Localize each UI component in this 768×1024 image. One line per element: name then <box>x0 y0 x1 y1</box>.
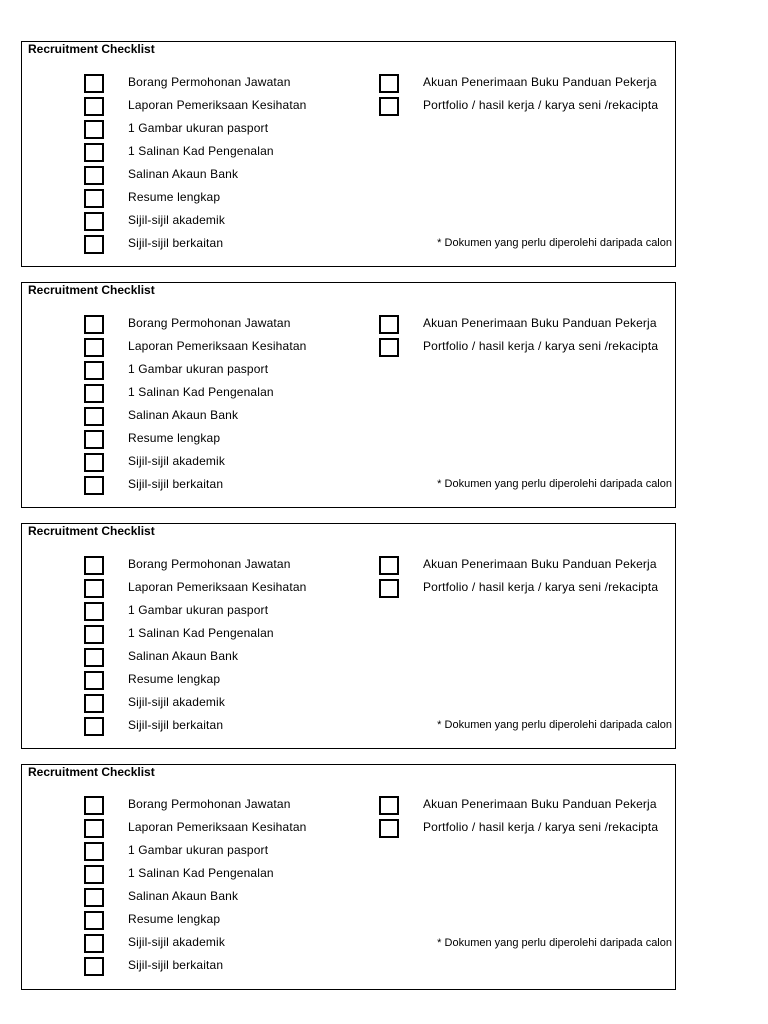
checklist-item[interactable] <box>84 556 384 576</box>
checklist-item[interactable] <box>84 476 384 496</box>
item-checkbox[interactable] <box>84 384 104 403</box>
item-label: Sijil-sijil berkaitan <box>128 718 224 732</box>
footnote: * Dokumen yang perlu diperolehi daripada calon <box>437 478 672 490</box>
checklist-item[interactable] <box>379 819 679 839</box>
checklist-card <box>21 764 676 990</box>
item-checkbox[interactable] <box>84 189 104 208</box>
checklist-item[interactable] <box>84 384 384 404</box>
footnote: * Dokumen yang perlu diperolehi daripada calon <box>437 937 672 949</box>
checklist-item[interactable] <box>84 579 384 599</box>
card-title: Recruitment Checklist <box>28 524 155 538</box>
item-label: 1 Gambar ukuran pasport <box>128 121 269 135</box>
item-checkbox[interactable] <box>84 865 104 884</box>
item-label: Sijil-sijil berkaitan <box>128 236 224 250</box>
item-label: Akuan Penerimaan Buku Panduan Pekerja <box>423 75 657 89</box>
footnote: * Dokumen yang perlu diperolehi daripada calon <box>437 719 672 731</box>
card-title: Recruitment Checklist <box>28 765 155 779</box>
item-label: Akuan Penerimaan Buku Panduan Pekerja <box>423 316 657 330</box>
checklist-card <box>21 523 676 749</box>
card-title: Recruitment Checklist <box>28 42 155 56</box>
item-checkbox[interactable] <box>379 556 399 575</box>
item-checkbox[interactable] <box>84 476 104 495</box>
item-checkbox[interactable] <box>379 819 399 838</box>
item-checkbox[interactable] <box>379 74 399 93</box>
item-label: Portfolio / hasil kerja / karya seni /rekacipta <box>423 98 659 112</box>
item-label: Salinan Akaun Bank <box>128 167 239 181</box>
item-checkbox[interactable] <box>84 648 104 667</box>
item-label: 1 Salinan Kad Pengenalan <box>128 144 274 158</box>
item-checkbox[interactable] <box>379 315 399 334</box>
checklist-item[interactable] <box>84 888 384 908</box>
item-label: Akuan Penerimaan Buku Panduan Pekerja <box>423 557 657 571</box>
item-checkbox[interactable] <box>84 694 104 713</box>
item-label: Portfolio / hasil kerja / karya seni /rekacipta <box>423 339 659 353</box>
item-checkbox[interactable] <box>84 74 104 93</box>
checklist-item[interactable] <box>84 453 384 473</box>
item-checkbox[interactable] <box>84 888 104 907</box>
item-checkbox[interactable] <box>84 338 104 357</box>
item-checkbox[interactable] <box>84 819 104 838</box>
item-checkbox[interactable] <box>84 361 104 380</box>
checklist-item[interactable] <box>84 430 384 450</box>
footnote: * Dokumen yang perlu diperolehi daripada calon <box>437 237 672 249</box>
checklist-item[interactable] <box>84 143 384 163</box>
item-checkbox[interactable] <box>84 957 104 976</box>
item-checkbox[interactable] <box>84 671 104 690</box>
item-label: Sijil-sijil berkaitan <box>128 958 224 972</box>
checklist-item[interactable] <box>379 74 679 94</box>
checklist-item[interactable] <box>84 694 384 714</box>
item-checkbox[interactable] <box>379 97 399 116</box>
item-checkbox[interactable] <box>84 579 104 598</box>
checklist-item[interactable] <box>84 212 384 232</box>
checklist-item[interactable] <box>84 361 384 381</box>
checklist-card <box>21 282 676 508</box>
item-label: Laporan Pemeriksaan Kesihatan <box>128 820 307 834</box>
checklist-item[interactable] <box>84 842 384 862</box>
checklist-item[interactable] <box>84 407 384 427</box>
item-label: Borang Permohonan Jawatan <box>128 797 291 811</box>
item-label: Laporan Pemeriksaan Kesihatan <box>128 98 307 112</box>
item-checkbox[interactable] <box>84 796 104 815</box>
checklist-item[interactable] <box>379 796 679 816</box>
checklist-item[interactable] <box>84 648 384 668</box>
item-checkbox[interactable] <box>84 315 104 334</box>
checklist-item[interactable] <box>84 338 384 358</box>
checklist-item[interactable] <box>84 934 384 954</box>
item-checkbox[interactable] <box>84 934 104 953</box>
item-label: Salinan Akaun Bank <box>128 649 239 663</box>
checklist-item[interactable] <box>84 865 384 885</box>
item-checkbox[interactable] <box>84 407 104 426</box>
item-label: 1 Salinan Kad Pengenalan <box>128 626 274 640</box>
item-label: Salinan Akaun Bank <box>128 408 239 422</box>
checklist-item[interactable] <box>84 602 384 622</box>
item-label: Borang Permohonan Jawatan <box>128 316 291 330</box>
checklist-card <box>21 41 676 267</box>
item-label: Resume lengkap <box>128 672 221 686</box>
item-checkbox[interactable] <box>379 796 399 815</box>
checklist-item[interactable] <box>379 556 679 576</box>
checklist-item[interactable] <box>84 189 384 209</box>
item-checkbox[interactable] <box>84 430 104 449</box>
item-checkbox[interactable] <box>84 602 104 621</box>
item-label: Borang Permohonan Jawatan <box>128 75 291 89</box>
item-label: 1 Gambar ukuran pasport <box>128 362 269 376</box>
checklist-item[interactable] <box>84 819 384 839</box>
item-label: 1 Gambar ukuran pasport <box>128 603 269 617</box>
item-label: 1 Salinan Kad Pengenalan <box>128 866 274 880</box>
item-label: Laporan Pemeriksaan Kesihatan <box>128 339 307 353</box>
item-label: Borang Permohonan Jawatan <box>128 557 291 571</box>
item-label: Sijil-sijil berkaitan <box>128 477 224 491</box>
checklist-item[interactable] <box>84 625 384 645</box>
card-title: Recruitment Checklist <box>28 283 155 297</box>
item-checkbox[interactable] <box>84 143 104 162</box>
checklist-item[interactable] <box>84 957 384 977</box>
item-checkbox[interactable] <box>84 911 104 930</box>
item-label: 1 Salinan Kad Pengenalan <box>128 385 274 399</box>
item-checkbox[interactable] <box>84 453 104 472</box>
item-checkbox[interactable] <box>84 166 104 185</box>
item-checkbox[interactable] <box>84 556 104 575</box>
checklist-item[interactable] <box>84 911 384 931</box>
checklist-item[interactable] <box>84 74 384 94</box>
item-label: Portfolio / hasil kerja / karya seni /rekacipta <box>423 580 659 594</box>
item-checkbox[interactable] <box>84 212 104 231</box>
checklist-item[interactable] <box>84 796 384 816</box>
item-label: Resume lengkap <box>128 431 221 445</box>
item-checkbox[interactable] <box>84 717 104 736</box>
item-checkbox[interactable] <box>379 338 399 357</box>
item-checkbox[interactable] <box>84 842 104 861</box>
item-checkbox[interactable] <box>379 579 399 598</box>
checklist-item[interactable] <box>84 315 384 335</box>
item-label: 1 Gambar ukuran pasport <box>128 843 269 857</box>
checklist-item[interactable] <box>379 97 679 117</box>
checklist-item[interactable] <box>379 338 679 358</box>
item-label: Portfolio / hasil kerja / karya seni /rekacipta <box>423 820 659 834</box>
checklist-item[interactable] <box>84 717 384 737</box>
item-label: Resume lengkap <box>128 912 221 926</box>
item-checkbox[interactable] <box>84 97 104 116</box>
checklist-item[interactable] <box>84 97 384 117</box>
checklist-item[interactable] <box>379 315 679 335</box>
item-label: Sijil-sijil akademik <box>128 213 226 227</box>
checklist-item[interactable] <box>379 579 679 599</box>
item-label: Resume lengkap <box>128 190 221 204</box>
item-label: Sijil-sijil akademik <box>128 695 226 709</box>
item-label: Sijil-sijil akademik <box>128 935 226 949</box>
item-checkbox[interactable] <box>84 120 104 139</box>
checklist-item[interactable] <box>84 120 384 140</box>
item-label: Sijil-sijil akademik <box>128 454 226 468</box>
checklist-item[interactable] <box>84 235 384 255</box>
checklist-item[interactable] <box>84 166 384 186</box>
item-checkbox[interactable] <box>84 625 104 644</box>
item-label: Laporan Pemeriksaan Kesihatan <box>128 580 307 594</box>
item-label: Akuan Penerimaan Buku Panduan Pekerja <box>423 797 657 811</box>
item-label: Salinan Akaun Bank <box>128 889 239 903</box>
checklist-item[interactable] <box>84 671 384 691</box>
item-checkbox[interactable] <box>84 235 104 254</box>
